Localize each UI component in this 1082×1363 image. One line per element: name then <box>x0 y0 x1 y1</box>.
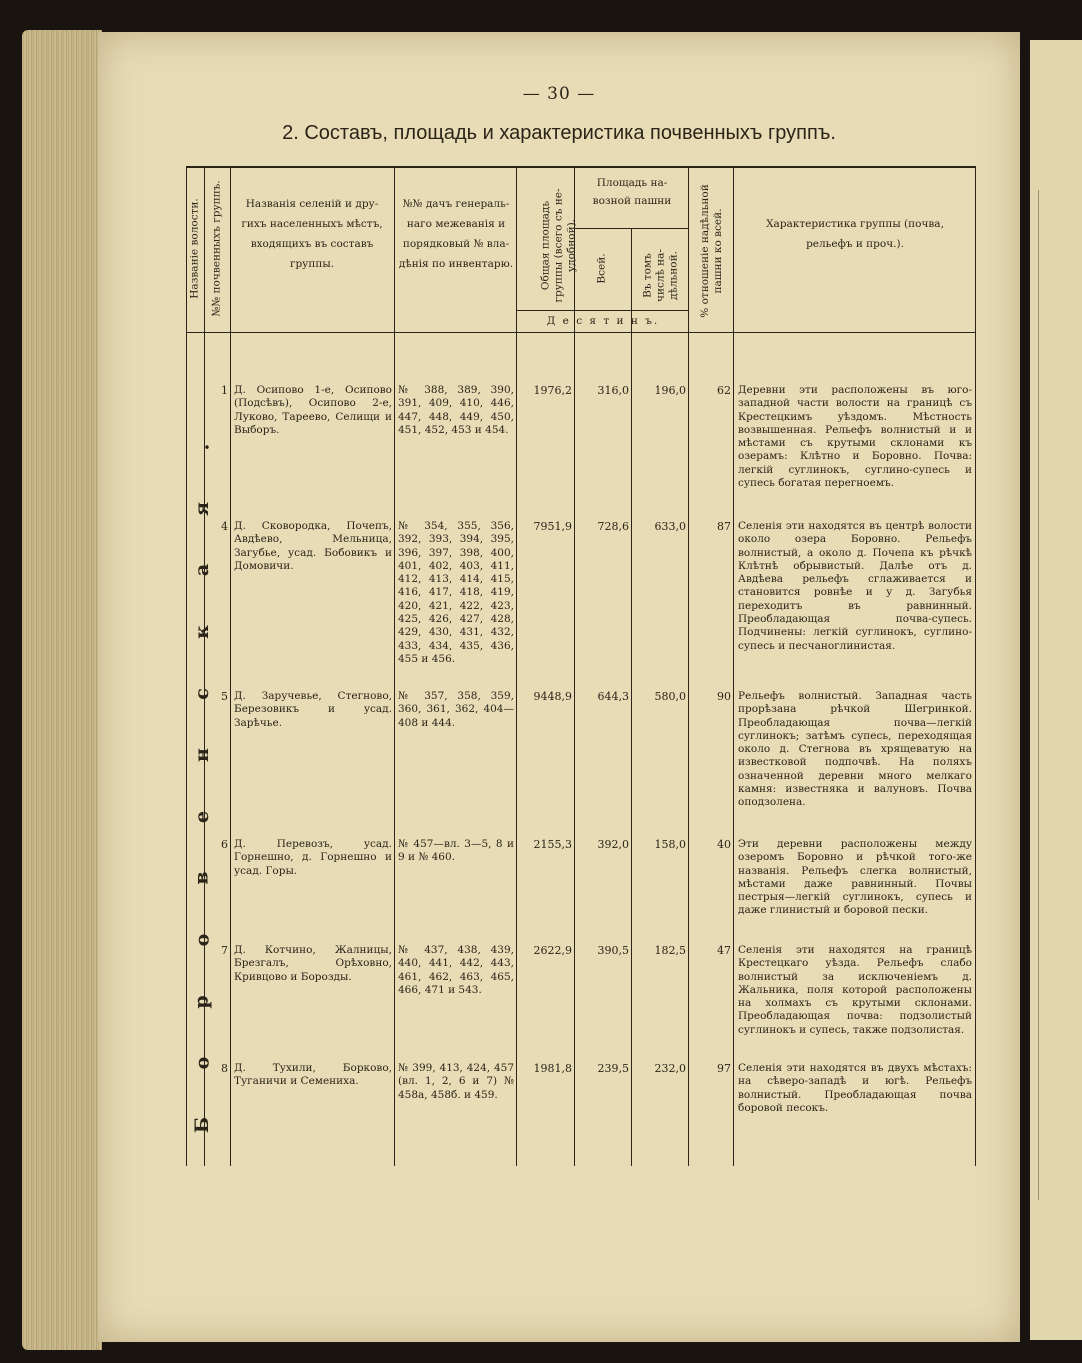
header-percent: % отношеніе надѣльной пашни ко всей. <box>699 184 724 318</box>
header-arable-allotment: Въ томъ числѣ на- дѣльной. <box>641 249 680 302</box>
facing-page <box>1030 40 1082 1340</box>
header-arable-all: Всей. <box>595 253 608 284</box>
book-page <box>98 32 1020 1342</box>
volost-name: . я а к с н е в о р о Б <box>190 443 213 1133</box>
header-volost: Названіе волости. <box>188 198 201 299</box>
header-plots: №№ дачъ генераль- наго межеванія и порядковый № вла- дѣнія по инвентарю. <box>398 198 514 270</box>
header-group-no: №№ почвенныхъ группъ. <box>210 180 223 317</box>
header-total-area: Общая площадь группы (всего съ не- удобной). <box>539 188 578 303</box>
page-number: — 30 — <box>522 84 596 104</box>
header-arable-area: Площадь на- возной пашни <box>592 177 672 207</box>
page-title: 2. Составъ, площадь и характеристика почвенныхъ группъ. <box>282 122 836 144</box>
header-characteristic: Характеристика группы (почва, рельефъ и проч.). <box>766 218 944 250</box>
book-page-edges <box>22 30 102 1350</box>
header-unit: Д е с я т и н ъ. <box>546 315 660 327</box>
soil-groups-table: Названіе волости. №№ почвенныхъ группъ. Названія селеній и дру- гихъ населенныхъ мѣстъ, входящихъ въ составъ группы. №№ дачъ генераль- наго межеванія и порядковый № вла- дѣнія по инвентарю. Общая площадь группы (всего съ не- удобной). Площадь на- возной пашни Всей. Въ томъ числѣ на- дѣльной. % отношеніе надѣльной пашни ко всей. Характеристика группы (почва, рельефъ и проч.). Д е с я т и н ъ. . я а к с н е в о р о Б 1 Д. Осипово 1-е, Осипово (Подсѣвъ), Осипово 2-е, Луково, Тареево, Селищи и Выборъ. № 388, 389, 390, 391, 409, 410, 446, 447, 448, 449, 450, 451, 452, 453 и 454. 1976,2 316,0 196,0 62 Деревни эти расположены въ юго-западной части волости на границѣ съ Крестецкимъ уѣздомъ. Мѣстность возвышенная. Рельефъ волнистый и и мѣстами съ крутыми склонами къ озерамъ: Клѣтно и Боровно. Почва: легкій суглинокъ, суглино-супесь и супесь богатая перегноемъ. 4 Д. Сковородка, Почепъ, Авдѣево, Мельница, Загубье, усад. Бобовикъ и Домовичи. № 354, 355, 356, 392, 393, 394, 395, 396, 397, 398, 400, 401, 402, 403, 411, 412, 413, 414, 415, 416, 417, 418, 419, 420, 421, 422, 423, 425, 426, 427, 428, 429, 430, 431, 432, 433, 434, 435, 436, 455 и 456. 7951,9 728,6 633,0 87 Селенія эти находятся въ центрѣ волости около озера Боровно. Рельефъ волнистый, а около д. Почепа къ рѣчкѣ Клѣтнѣ обрывистый. Далѣе отъ д. Авдѣева рельефъ сглаживается и становится ровнѣе и у д. Загубья переходитъ въ равнинный. Преобладающая почва-супесь. Подчинены: легкій суглинокъ, суглино-супесь и песчаноглинистая. 5 Д. Заручевье, Стегново, Березовикъ и усад. Зарѣчье. № 357, 358, 359, 360, 361, 362, 404—408 и 444. 9448,9 644,3 580,0 90 Рельефъ волнистый. Западная часть прорѣзана рѣчкой Шегринкой. Преобладающая почва—легкій суглинокъ; затѣмъ супесь, переходящая около д. Стегнова въ хрящеватую на известковой подпочвѣ. На поляхъ означенной деревни много мелкаго камня: известняка и валуновъ. Почва оподзолена. 6 Д. Перевозъ, усад. Горнешно, д. Горнешно и усад. Горы. № 457—вл. 3—5, 8 и 9 и № 460. 2155,3 392,0 158,0 40 Эти деревни расположены между озеромъ Боровно и рѣчкой того-же названія. Рельефъ слегка волнистый, мѣстами даже равнинный. Почвы пестрыя—легкій суглинокъ, супесь и даже глинистый и боровой пески. 7 Д. Котчино, Жалницы, Брезгалъ, Орѣховно, Кривцово и Борозды. № 437, 438, 439, 440, 441, 442, 443, 461, 462, 463, 465, 466, 471 и 543. 2622,9 390,5 182,5 47 Селенія эти находятся на границѣ Крестецкаго уѣзда. Рельефъ слабо волнистый за исключеніемъ д. Жальника, поля которой расположены на холмахъ съ крутыми склонами. Преобладающая почва: подзолистый суглинокъ и супесь, также подзолистая. 8 Д. Тухили, Борково, Туганичи и Семениха. № 399, 413, 424, 457 (вл. 1, 2, 6 и 7) № 458а, 458б. и 459. 1981,8 239,5 232,0 97 Селенія эти находятся въ двухъ мѣстахъ: на сѣверо-западѣ и югѣ. Рельефъ волнистый. Преобладающая почва боровой песокъ. <box>186 166 976 1166</box>
header-villages: Названія селеній и дру- гихъ населенныхъ мѣстъ, входящихъ въ составъ группы. <box>241 198 383 270</box>
